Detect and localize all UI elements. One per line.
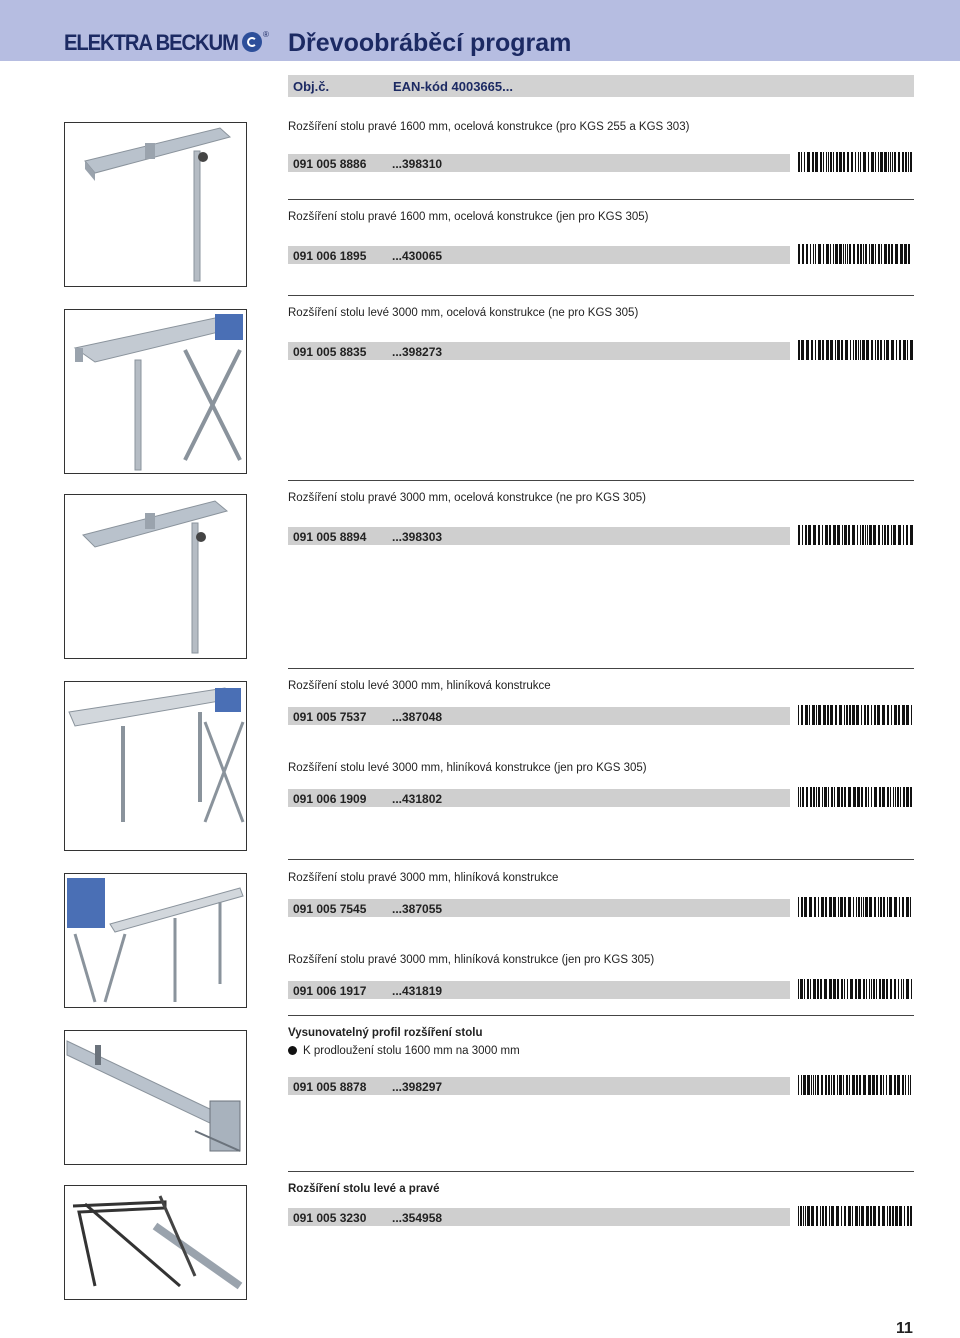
bullet-icon <box>288 1046 297 1055</box>
order-number: 091 006 1895 <box>293 249 367 263</box>
divider <box>288 1171 914 1172</box>
ean-suffix: ...387048 <box>392 710 443 724</box>
barcode-icon <box>798 525 914 545</box>
ean-suffix: ...431802 <box>392 792 443 806</box>
product-photo-table-extension-right-steel <box>64 122 247 287</box>
divider <box>288 1015 914 1016</box>
barcode-icon <box>798 705 914 725</box>
order-number: 091 005 3230 <box>293 1211 367 1225</box>
item-code-bar <box>288 981 790 999</box>
ean-suffix: ...398297 <box>392 1080 443 1094</box>
divider <box>288 480 914 481</box>
order-number: 091 006 1917 <box>293 984 367 998</box>
product-photo-table-extension-right-aluminium <box>64 873 247 1008</box>
product-photo-extension-profile <box>64 1030 247 1165</box>
ean-suffix: ...430065 <box>392 249 443 263</box>
bullet-text: K prodloužení stolu 1600 mm na 3000 mm <box>303 1045 520 1057</box>
item-code-bar <box>288 527 790 545</box>
order-number: 091 005 7537 <box>293 710 367 724</box>
order-number: 091 005 8894 <box>293 530 367 544</box>
brand-mark-icon <box>242 32 262 52</box>
item-description: Rozšíření stolu pravé 1600 mm, ocelová konstrukce (pro KGS 255 a KGS 303) <box>288 121 690 133</box>
order-number: 091 005 8878 <box>293 1080 367 1094</box>
barcode-icon <box>798 244 914 264</box>
item-code-bar <box>288 154 790 172</box>
ean-suffix: ...431819 <box>392 984 443 998</box>
order-number: 091 005 7545 <box>293 902 367 916</box>
item-code-bar <box>288 246 790 264</box>
item-description: Rozšíření stolu levé 3000 mm, ocelová konstrukce (ne pro KGS 305) <box>288 307 639 319</box>
item-description: Rozšíření stolu pravé 3000 mm, hliníková konstrukce <box>288 872 559 884</box>
barcode-icon <box>798 1075 914 1095</box>
column-order-number: Obj.č. <box>293 79 330 94</box>
order-number: 091 005 8886 <box>293 157 367 171</box>
item-description: Rozšíření stolu levé 3000 mm, hliníková konstrukce (jen pro KGS 305) <box>288 762 647 774</box>
barcode-icon <box>798 152 914 172</box>
brand-logo: ELEKTRA BECKUM <box>64 30 238 55</box>
order-number: 091 006 1909 <box>293 792 367 806</box>
item-description: Rozšíření stolu levé a pravé <box>288 1183 440 1195</box>
barcode-icon <box>798 340 914 360</box>
item-description: Rozšíření stolu levé 3000 mm, hliníková konstrukce <box>288 680 551 692</box>
item-code-bar <box>288 1077 790 1095</box>
item-description: Vysunovatelný profil rozšíření stolu <box>288 1027 483 1039</box>
item-code-bar <box>288 789 790 807</box>
item-code-bar <box>288 342 790 360</box>
product-photo-table-extension-right-steel-long <box>64 494 247 659</box>
product-photo-extension-left-right <box>64 1185 247 1300</box>
item-code-bar <box>288 899 790 917</box>
item-description: Rozšíření stolu pravé 1600 mm, ocelová konstrukce (jen pro KGS 305) <box>288 211 649 223</box>
ean-suffix: ...354958 <box>392 1211 443 1225</box>
column-ean-code: EAN-kód 4003665... <box>393 79 513 94</box>
ean-suffix: ...398310 <box>392 157 443 171</box>
ean-suffix: ...398273 <box>392 345 443 359</box>
divider <box>288 295 914 296</box>
item-description: Rozšíření stolu pravé 3000 mm, hliníková konstrukce (jen pro KGS 305) <box>288 954 655 966</box>
product-photo-table-extension-left-steel <box>64 309 247 474</box>
barcode-icon <box>798 897 914 917</box>
ean-suffix: ...398303 <box>392 530 443 544</box>
registered-mark: ® <box>263 30 269 39</box>
item-bullet <box>288 1045 520 1057</box>
barcode-icon <box>798 979 914 999</box>
barcode-icon <box>798 787 914 807</box>
item-code-bar <box>288 707 790 725</box>
ean-suffix: ...387055 <box>392 902 443 916</box>
item-code-bar <box>288 1208 790 1226</box>
divider <box>288 859 914 860</box>
order-number: 091 005 8835 <box>293 345 367 359</box>
page-title: Dřevoobráběcí program <box>288 29 572 57</box>
page-number: 11 <box>896 1320 913 1337</box>
item-description: Rozšíření stolu pravé 3000 mm, ocelová konstrukce (ne pro KGS 305) <box>288 492 646 504</box>
page-header <box>0 0 960 61</box>
divider <box>288 668 914 669</box>
column-header-bar <box>288 75 914 97</box>
divider <box>288 199 914 200</box>
product-photo-table-extension-left-aluminium <box>64 681 247 851</box>
barcode-icon <box>798 1206 914 1226</box>
